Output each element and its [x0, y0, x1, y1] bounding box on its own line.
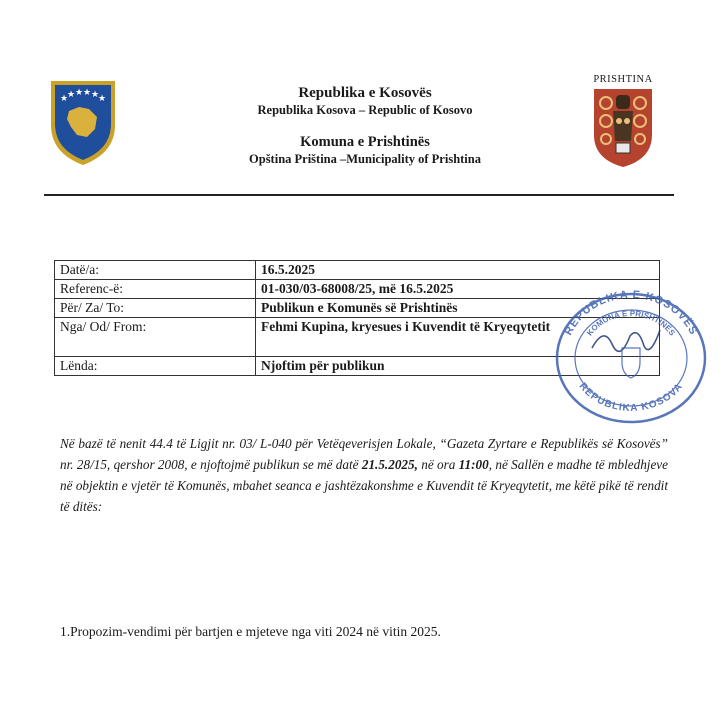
svg-text:★: ★ [83, 87, 92, 97]
svg-text:★: ★ [75, 87, 84, 97]
from-value: Fehmi Kupina, kryesues i Kuvendit të Kryeqytetit [256, 318, 660, 357]
subject-label: Lënda: [55, 357, 256, 376]
from-label: Nga/ Od/ From: [55, 318, 256, 357]
notice-paragraph [60, 433, 668, 517]
date-label: Datë/a: [55, 261, 256, 280]
stamp-emblem-icon [622, 348, 640, 378]
stamp-bottom-text: REPUBLIKA KOSOVA [576, 380, 686, 415]
letterhead [180, 84, 550, 168]
notice-text-2: në ora [417, 457, 459, 472]
emblem-caption: PRISHTINA [593, 74, 653, 85]
header-divider [44, 194, 674, 196]
subject-value: Njoftim për publikun [256, 357, 660, 376]
stamp-inner-text: KOMUNA E PRISHTINËS [585, 308, 677, 338]
country-name-translations: Republika Kosova – Republic of Kosovo [257, 103, 473, 117]
meeting-time: 11:00 [458, 457, 489, 472]
to-value: Publikun e Komunës së Prishtinës [256, 299, 660, 318]
svg-text:REPUBLIKA KOSOVA [577, 381, 686, 414]
kosovo-coat-of-arms-icon [47, 77, 119, 167]
svg-text:★: ★ [60, 93, 69, 103]
municipality-name: Komuna e Prishtinës [300, 134, 430, 150]
meeting-date: 21.5.2025, [361, 457, 418, 472]
date-value: 16.5.2025 [256, 261, 660, 280]
svg-text:★: ★ [67, 89, 76, 99]
agenda-item: 1.Propozim-vendimi për bartjen e mjeteve nga viti 2024 në vitin 2025. [60, 624, 441, 639]
prishtina-coat-of-arms-icon [592, 87, 654, 169]
reference-value: 01-030/03-68008/25, më 16.5.2025 [256, 280, 660, 299]
svg-text:★: ★ [98, 93, 107, 103]
svg-text:★: ★ [91, 89, 100, 99]
prishtina-emblem [588, 74, 658, 170]
stamp-top-text: REPUBLIKA E KOSOVËS [562, 288, 700, 338]
to-label: Për/ Za/ To: [55, 299, 256, 318]
table-row [55, 261, 660, 280]
country-name: Republika e Kosovës [298, 85, 432, 101]
municipality-name-translations: Opština Priština –Municipality of Prishtina [249, 152, 481, 166]
notice-text-3: , në Sallën e madhe të mbledhjeve në objektin e vjetër të Komunës, mbahet seanca e jashtëzakonshme e Kuvendit të Kryeqytetit, me këtë pikë të rendit të ditës: [60, 457, 669, 514]
reference-label: Referenc-ë: [55, 280, 256, 299]
official-stamp [552, 286, 710, 424]
notice-text-1: Në bazë të nenit 44.4 të Ligjit nr. 03/ L-040 për Vetëqeverisjen Lokale, “Gazeta Zyrtare e Republikës së Kosovës” nr. 28/15, qershor 2008, e njoftojmë publikun se më datë [60, 436, 668, 472]
